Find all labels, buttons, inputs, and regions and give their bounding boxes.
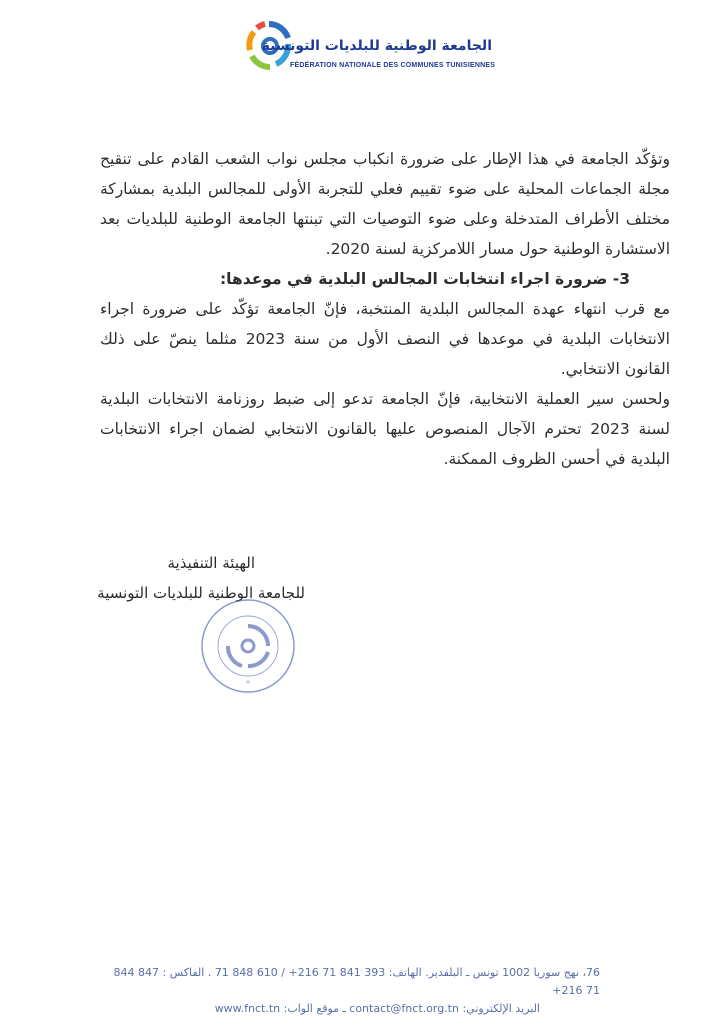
svg-text:*: * (246, 679, 250, 688)
footer-address: 76، نهج سوريا 1002 تونس ـ البلفدير. الهاتف: 393 841 71 216+ / 610 848 71 . الفاكس : 847 844 71 216+ (113, 966, 600, 997)
org-name-french: FÉDÉRATION NATIONALE DES COMMUNES TUNISIENNES (290, 62, 496, 69)
paragraph-2: مع قرب انتهاء عهدة المجالس البلدية المنتخبة، فإنّ الجامعة تؤكّد على ضرورة اجراء الانتخابات البلدية في موعدها في النصف الأول من سنة 2023 مثلما ينصّ على ذلك القانون الانتخابي. (100, 300, 670, 378)
footer (100, 964, 600, 1018)
signature-line-1: الهيئة التنفيذية (167, 554, 255, 572)
letterhead (240, 18, 510, 88)
signature-line-2: للجامعة الوطنية للبلديات التونسية (97, 584, 305, 602)
paragraph-3: ولحسن سير العملية الانتخابية، فإنّ الجامعة تدعو إلى ضبط روزنامة الانتخابات البلدية لسنة 2023 تحترم الآجال المنصوص عليها بالقانون الانتخابي لضمان اجراء الانتخابات البلدية في أحسن الظروف الممكنة. (100, 390, 670, 468)
official-stamp (198, 596, 298, 696)
footer-contact: البريد الإلكتروني: contact@fnct.org.tn ـ موقع الواب: www.fnct.tn (214, 1002, 540, 1015)
org-name-arabic: الجامعة الوطنية للبلديات التونسية (261, 38, 492, 54)
section-heading-3: 3- ضرورة اجراء انتخابات المجالس البلدية في موعدها: (219, 270, 630, 288)
paragraph-1: وتؤكّد الجامعة في هذا الإطار على ضرورة انكباب مجلس نواب الشعب القادم على تنقيح مجلة الجماعات المحلية على ضوء تقييم فعلي للتجربة الأولى للمجالس البلدية بمشاركة مختلف الأطراف المتدخلة وعلى ضوء التوصيات التي تبنتها الجامعة الوطنية للبلديات بعد الاستشارة الوطنية حول مسار اللامركزية لسنة 2020. (100, 150, 670, 258)
letter-body (100, 144, 670, 474)
